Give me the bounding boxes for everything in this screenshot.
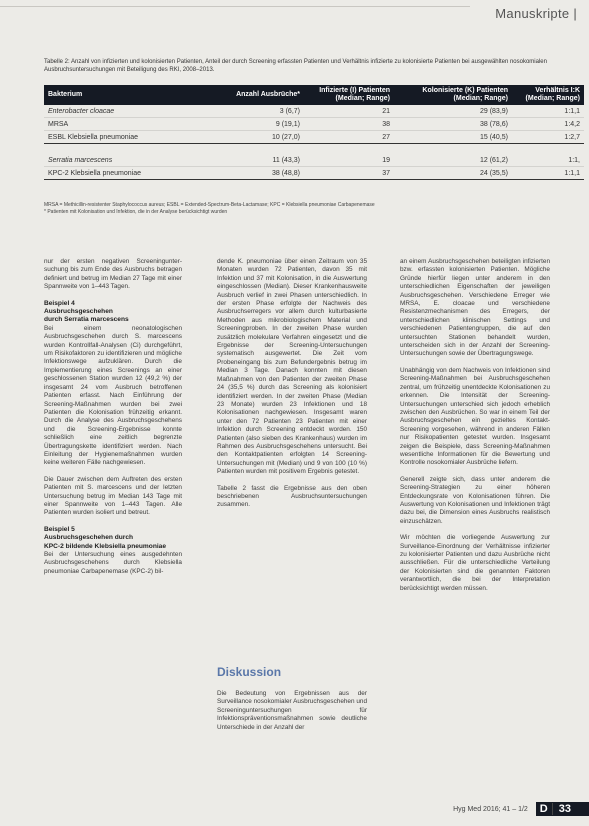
- discussion-paragraph: Die Bedeutung von Ergebnissen aus der Surveillance nosokomialer Ausbruchsgeschehen und Screeninguntersuchungen für Infektionspräventionsmaßnahmen sowie deutliche Unterschiede in der Anzahl der: [217, 690, 367, 731]
- paragraph: Bei einem neonatologischen Ausbruchsgeschehen durch S. marcescens wurden Kontrollfall-Analysen (Ci) durchgeführt, um Risikofaktoren zu identifizieren und mögliche Infektionswege aufzuklären. Durch die Implementierung eines Screenings an einer geschlossenen Station wurden 12 (49,2 %) der insgesamt 24 vom Ausbruch betroffenen Patienten erfasst. Nach Einführung der Screening-Maßnahmen wurden bei zwei Patienten die Kolonisation frühzeitig erkannt. Durch die Analyse des Ausbruchsgeschehens und die Screening-Ergebnisse konnte schließlich eine zeitlich begrenzte Übertragungskette identifiziert werden. Nach Einleitung der Hygienemaßnahmen wurden keine weiteren Fälle nachgewiesen.: [44, 324, 182, 467]
- paragraph: an einem Ausbruchsgeschehen beteiligten infizierten bzw. erfassten kolonisierten Patienten. Mögliche Gründe hierfür liegen unter anderem in den unterschiedlichen Eigenschaften der jeweiligen Ausbruchsgeschehen. Verschiedene Erreger wie MRSA, E. cloacae und verschiedene Resistenzmechanismen des Erregers, der unterschiedlichen klinischen Settings und verschiedenen Patientengruppen, die auf den untersuchten Stationen behandelt wurden, unterscheiden sich in der Anzahl der Screening-Untersuchungen sowie der Übertragungswege.: [400, 258, 550, 358]
- table-cell: 1:2,7: [512, 131, 584, 144]
- data-table: [44, 85, 584, 180]
- table-header-cell: Kolonisierte (K) Patienten (Median; Range): [394, 85, 512, 105]
- table-cell: 1:1,1: [512, 105, 584, 118]
- table-header-cell: Bakterium: [44, 85, 218, 105]
- table-cell: Serratia marcescens: [44, 154, 218, 167]
- text-column-3: [400, 258, 550, 601]
- table-header-cell: Anzahl Ausbrüche*: [218, 85, 304, 105]
- table-caption: Tabelle 2: Anzahl von infizierten und kolonisierten Patienten, Anteil der durch Screening erfassten Patienten und Verhältnis infizierte zu kolonisierte Patienten bei ausgewählten nosokomialen Ausbruchsuntersuchungen mit Beteiligung des RKI, 2008–2013.: [44, 59, 547, 73]
- table-cell: 11 (43,3): [218, 154, 304, 167]
- table-cell: 38 (48,8): [218, 167, 304, 180]
- paragraph: nur der ersten negativen Screeninguntersuchung bis zum Ende des Ausbruchs betragen definiert und betrug im Median 27 Tage mit einer Spannweite von 1–443 Tagen.: [44, 258, 182, 291]
- table-row: [44, 154, 584, 167]
- table-cell: 27: [304, 131, 394, 144]
- table-cell: 12 (61,2): [394, 154, 512, 167]
- table-cell: MRSA: [44, 118, 218, 131]
- table-cell: 29 (83,9): [394, 105, 512, 118]
- table-footnote: MRSA = Methicillin-resistenter Staphylococcus aureus; ESBL = Extended-Spectrum-Beta-Lactamase; KPC = Klebsiella pneumoniae Carbapenemase: [44, 202, 375, 208]
- table-cell: 1:4,2: [512, 118, 584, 131]
- paragraph: dende K. pneumoniae über einen Zeitraum von 35 Monaten wurden 72 Patienten, davon 35 mit Infektion und 37 mit Kolonisation, in die Auswertung eingeschlossen (Median). Dieser Krankenhausweite Ausbruch verlief in zwei Phasen unterschiedlich. In der ersten Phase erfolgte der Nachweis des Ausbruchserregers vor allem durch kulturbasierte Methoden aus mikrobiologischem Material und Screeningproben. In der zweiten Phase wurden zusätzlich molekulare Verfahren eingesetzt und die Ergebnisse der Screening-Untersuchungen systematisch ausgewertet. Die Zeit vom Probeneingang bis zum Befundergebnis betrug im Median 3 Tage. Danach konnten mit diesen Maßnahmen von den Patienten der zweiten Phase 24 (35,5 %) durch das Screening als kolonisiert identifiziert werden. In der zweiten Phase (Median 23 Monate) wurden 23 Infektionen und 18 Kolonisationen nachgewiesen. Insgesamt waren unter den 72 Patienten 23 Patienten mit einer Infektion durch Screening entdeckt worden. 150 Patienten (also sieben des Krankenhaus) wurden im Rahmen des Ausbruchsgeschehens untersucht. Bei den Kontaktpatienten erfolgten 14 Screening-Untersuchungen mit (Median) und 9 von 100 (10 %) Patienten wurden mit positivem Ergebnis getestet.: [217, 258, 367, 476]
- page-number-bar: [536, 802, 589, 816]
- text-column-1: [44, 258, 182, 584]
- table-cell: 3 (6,7): [218, 105, 304, 118]
- table-cell: 19: [304, 154, 394, 167]
- table-cell: 1:1,: [512, 154, 584, 167]
- table-footnote: * Patienten mit Kolonisation und Infektion, die in der Analyse berücksichtigt wurden: [44, 209, 228, 215]
- table-row: [44, 118, 584, 131]
- table-footnotes: [44, 202, 584, 216]
- table-row: [44, 105, 584, 118]
- table-header-cell: Infizierte (I) Patienten (Median; Range): [304, 85, 394, 105]
- table-row: [44, 167, 584, 180]
- example-heading: Beispiel 5: [44, 525, 75, 533]
- paragraph: Unabhängig von dem Nachweis von Infektionen sind Screening-Maßnahmen bei Ausbruchsgeschehen zentral, um frühzeitig unentdeckte Kolonisationen zu erkennen. Die Intensität der Screening-Untersuchungen unterschied sich jedoch erheblich zwischen den Ausbrüchen. So war in einem Teil der Ausbruchsgeschehen ein gezieltes Kontakt-Screening vorgesehen, während in anderen Fällen nur Risikopatienten getestet wurden. Insgesamt zeigen die Beispiele, dass Screening-Maßnahmen wesentliche Informationen für die Bewertung und Kontrolle nosokomialer Ausbrüche liefern.: [400, 366, 550, 467]
- table-cell: ESBL Klebsiella pneumoniae: [44, 131, 218, 144]
- table-cell: 10 (27,0): [218, 131, 304, 144]
- footer-divider: [552, 803, 553, 815]
- table-cell: KPC-2 Klebsiella pneumoniae: [44, 167, 218, 180]
- page-number: 33: [558, 803, 571, 815]
- page-footer: [453, 802, 589, 816]
- example-subheading: durch Serratia marcescens: [44, 316, 129, 324]
- example-subheading: Ausbruchsgeschehen durch: [44, 534, 134, 542]
- paragraph: Generell zeigte sich, dass unter anderem die Screening-Strategien zu einer höheren Entdeckungsrate von Kolonisationen führen. Die Auswertung von Kolonisationen und Infektionen trägt dazu bei, die Dimension eines Ausbruchs realistisch einzuschätzen.: [400, 475, 550, 525]
- paragraph: Die Dauer zwischen dem Auftreten des ersten Patienten mit S. marcescens und der letzten Untersuchung betrug im Median 143 Tage mit einer Spannweite von 1–443 Tagen. Alle Patienten wurden isoliert und betreut.: [44, 475, 182, 517]
- paragraph: Tabelle 2 fasst die Ergebnisse aus den oben beschriebenen Ausbruchsuntersuchungen zusammen.: [217, 484, 367, 509]
- header-rule: [0, 6, 470, 7]
- table-spacer-row: [44, 144, 584, 155]
- table-cell: 38: [304, 118, 394, 131]
- table-header-cell: Verhältnis I:K (Median; Range): [512, 85, 584, 105]
- table-cell: 24 (35,5): [394, 167, 512, 180]
- table-header-row: [44, 85, 584, 105]
- text-column-2: [217, 258, 367, 518]
- table-cell: Enterobacter cloacae: [44, 105, 218, 118]
- table-cell: 1:1,1: [512, 167, 584, 180]
- table-cell: 15 (40,5): [394, 131, 512, 144]
- table-cell: 9 (19,1): [218, 118, 304, 131]
- table-cell: 21: [304, 105, 394, 118]
- table-row: [44, 131, 584, 144]
- table-cell: 38 (78,6): [394, 118, 512, 131]
- paragraph: Wir möchten die vorliegende Auswertung zur Surveillance-Einordnung der Verhältnisse infizierter zu kolonisierter Patienten und dazu Ausbrüche nicht ausschließen. Für die unterschiedliche Verteilung der Kolonisierten sind die genannten Faktoren verantwortlich, die bei der Interpretation berücksichtigt werden müssen.: [400, 534, 550, 592]
- paragraph: Bei der Untersuchung eines ausgedehnten Ausbruchsgeschehens durch Klebsiella pneumoniae Carbapenemase (KPC-2) bil-: [44, 551, 182, 575]
- section-label: Manuskripte |: [495, 6, 577, 21]
- journal-section-letter: D: [539, 803, 548, 815]
- table-cell: 37: [304, 167, 394, 180]
- journal-citation: Hyg Med 2016; 41 – 1/2: [453, 805, 528, 813]
- section-heading-discussion: Diskussion: [217, 665, 282, 679]
- example-subheading: Ausbruchsgeschehen: [44, 308, 113, 316]
- example-subheading: KPC-2 bildende Klebsiella pneumoniae: [44, 542, 167, 550]
- example-heading: Beispiel 4: [44, 299, 75, 307]
